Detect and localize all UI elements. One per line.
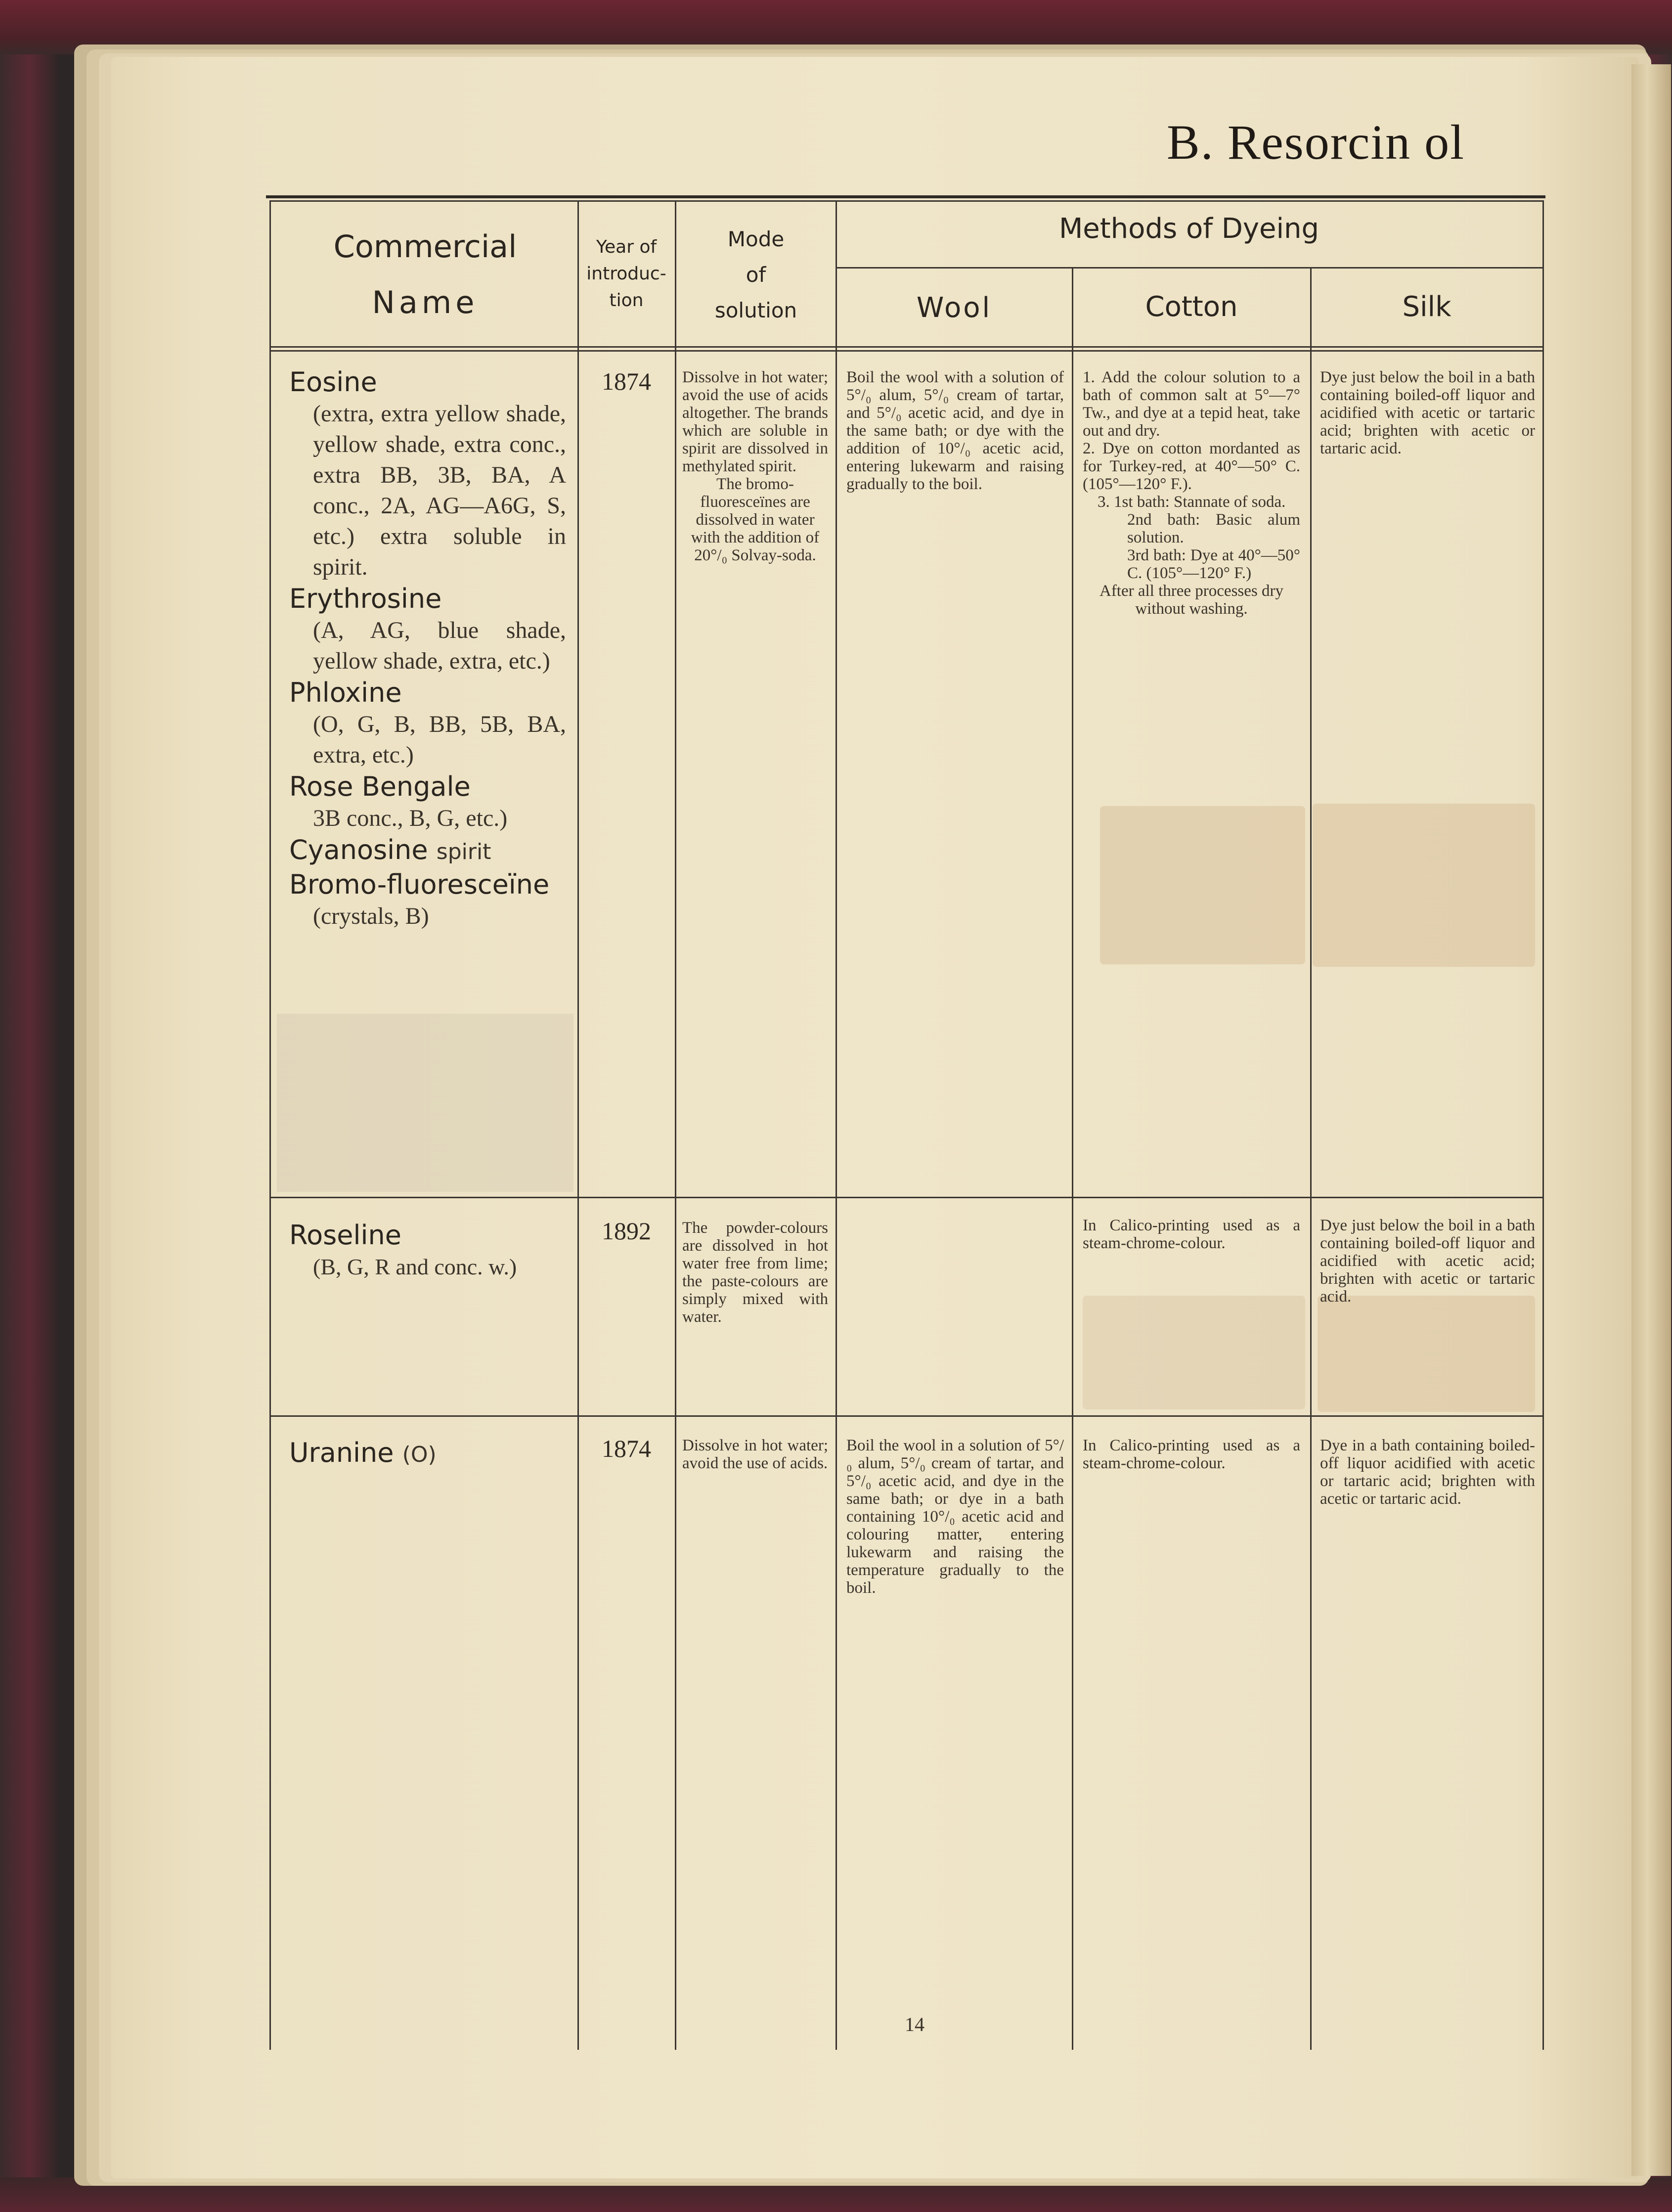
next-page-edge bbox=[1631, 64, 1671, 2176]
row-3-names bbox=[289, 1437, 566, 1471]
header-mode: Mode of solution bbox=[714, 227, 797, 322]
wool-cell: Boil the wool in a solution of 5°/₀ alum, 5°/₀ cream of tartar, and 5°/₀ acetic acid, and dye in the same bath; or dye in a bath containing 10°/₀ acetic acid and colouring matter, entering lukewarm and raising the temperature gradually to the boil. bbox=[846, 1437, 1064, 1597]
paper-stain bbox=[1318, 1296, 1535, 1412]
paper-stain bbox=[277, 1014, 573, 1192]
silk-cell: Dye just below the boil in a bath containing boiled-off liquor and acidified with acetic or tartaric acid; brighten with acetic or tartaric acid. bbox=[1320, 368, 1535, 457]
column-divider bbox=[675, 200, 676, 2050]
cotton-cell: 1. Add the colour solution to a bath of common salt at 5°—7° Tw., and dye at a tepid heat, take out and dry. 2. Dye on cotton mordanted as for Turkey-red, at 40°—50° C. (105°—120° F.). 3. 1st bath: Stannate of soda. 2nd bath: Basic alum solution. 3rd bath: Dye at 40°—50° C. (105°—120° F.) After all three processes dry without washing. bbox=[1083, 368, 1300, 618]
wool-cell: Boil the wool with a solution of 5°/₀ alum, 5°/₀ cream of tartar, and 5°/₀ acetic acid, and dye in the same bath; or dye with the addition of 10°/₀ acetic acid, entering lukewarm and raising gradually to the boil. bbox=[846, 368, 1064, 493]
header-silk: Silk bbox=[1402, 291, 1452, 323]
header-cotton: Cotton bbox=[1145, 291, 1238, 323]
column-divider bbox=[1072, 267, 1073, 2050]
header-divider-double bbox=[269, 350, 1542, 352]
dye-variants: spirit bbox=[436, 839, 491, 864]
dye-name-phloxine: Phloxine bbox=[289, 677, 402, 708]
paper-stain bbox=[1100, 806, 1305, 964]
page-number: 14 bbox=[905, 2013, 924, 2035]
row-2-names bbox=[289, 1219, 566, 1282]
header-name: Name bbox=[372, 284, 479, 320]
header-wool: Wool bbox=[916, 292, 992, 324]
dye-variants: (crystals, B) bbox=[313, 903, 429, 929]
dye-variants: (O, G, B, BB, 5B, BA, extra, etc.) bbox=[313, 711, 566, 768]
paper-stain bbox=[1313, 804, 1535, 967]
column-divider bbox=[836, 200, 837, 2050]
paper-stain bbox=[1083, 1296, 1305, 1409]
column-divider bbox=[1310, 267, 1312, 2050]
dye-variants: 3B conc., B, G, etc.) bbox=[313, 805, 508, 831]
mode-cell: Dissolve in hot water; avoid the use of acids altogether. The brands which are soluble in spirit are dissolved in methylated spirit. The bromo-fluoresceïnes are dissolved in water with the addition of 20°/₀ Solvay-soda. bbox=[682, 368, 828, 564]
page-title: B. Resorcin ol bbox=[1167, 115, 1465, 170]
mode-cell: Dissolve in hot water; avoid the use of acids. bbox=[682, 1437, 828, 1472]
year-cell: 1874 bbox=[602, 1435, 651, 1462]
dye-name-erythrosine: Erythrosine bbox=[289, 583, 442, 614]
dye-variants: (A, AG, blue shade, yellow shade, extra, etc.) bbox=[313, 617, 566, 674]
silk-cell: Dye in a bath containing boiled-off liquor acidified with acetic or tartaric acid; brighten with acetic or tartaric acid. bbox=[1320, 1437, 1535, 1508]
table-left-border bbox=[269, 200, 271, 2050]
methods-divider bbox=[836, 267, 1542, 269]
dye-name-roseline: Roseline bbox=[289, 1219, 401, 1251]
dye-variants: (B, G, R and conc. w.) bbox=[313, 1254, 517, 1279]
row-divider bbox=[269, 1197, 1542, 1198]
cotton-cell: In Calico-printing used as a steam-chrome-colour. bbox=[1083, 1437, 1300, 1472]
dye-name-uranine: Uranine (O) bbox=[289, 1437, 437, 1468]
dye-name-rose-bengale: Rose Bengale bbox=[289, 771, 471, 802]
table-top-border bbox=[266, 195, 1545, 198]
cotton-cell: In Calico-printing used as a steam-chrome-colour. bbox=[1083, 1217, 1300, 1252]
mode-cell: The powder-colours are dissolved in hot water free from lime; the paste-colours are simply mixed with water. bbox=[682, 1219, 828, 1326]
dye-name-cyanosine: Cyanosine spirit bbox=[289, 834, 491, 865]
header-divider bbox=[269, 346, 1542, 348]
year-cell: 1874 bbox=[602, 367, 651, 395]
row-divider bbox=[269, 1415, 1542, 1417]
dye-variants: (extra, extra yellow shade, yellow shade, extra conc., extra BB, 3B, BA, A conc., 2A, AG—A6G, S, etc.) extra soluble in spirit. bbox=[313, 401, 566, 580]
header-methods-of-dyeing: Methods of Dyeing bbox=[1058, 213, 1320, 245]
column-divider bbox=[577, 200, 579, 2050]
table-top-rule bbox=[269, 200, 1542, 202]
table-right-border bbox=[1542, 200, 1544, 2050]
dye-name-eosine: Eosine bbox=[289, 366, 377, 398]
dye-name-bromo-fluoresceine: Bromo-fluoresceïne bbox=[289, 869, 550, 900]
silk-cell: Dye just below the boil in a bath containing boiled-off liquor and acidified with acetic acid; brighten with acetic or tartaric acid. bbox=[1320, 1217, 1535, 1306]
year-cell: 1892 bbox=[602, 1217, 651, 1245]
header-year: Year of introduc- tion bbox=[586, 237, 666, 311]
row-1-names bbox=[289, 366, 566, 932]
header-commercial: Commercial bbox=[333, 228, 517, 265]
dye-variants: (O) bbox=[402, 1442, 437, 1467]
